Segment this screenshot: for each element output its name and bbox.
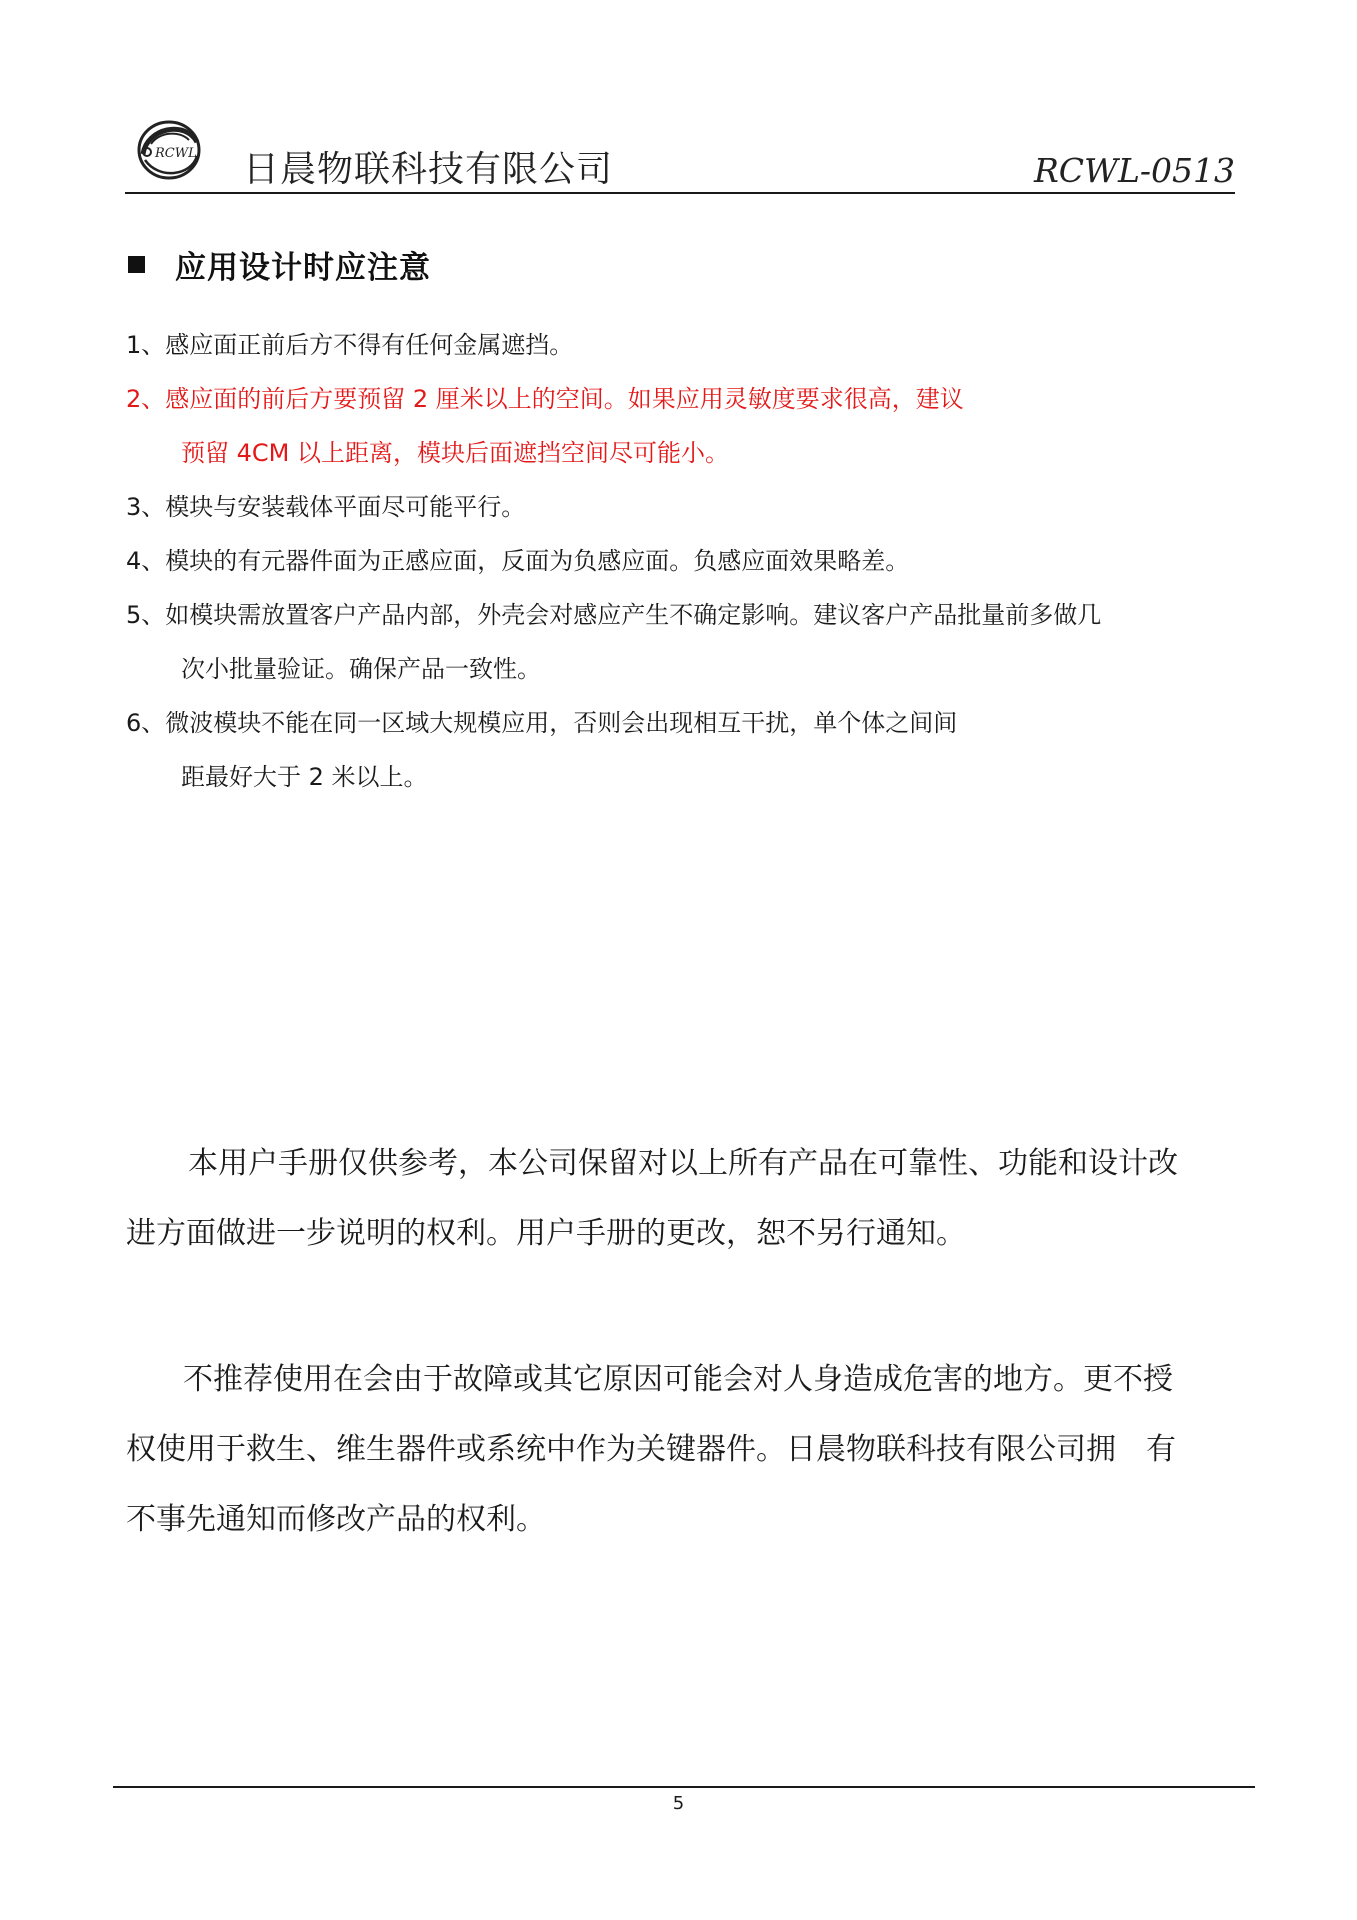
- disclaimer-p1-line-1: 本用户手册仅供参考，本公司保留对以上所有产品在可靠性、功能和设计改: [188, 1146, 1178, 1181]
- model-name: RCWL-0513: [1033, 151, 1235, 190]
- notice-item-6-line-2: 距最好大于 2 米以上。: [181, 763, 428, 791]
- notice-item-2-line-1: 2、感应面的前后方要预留 2 厘米以上的空间。如果应用灵敏度要求很高，建议: [126, 385, 964, 413]
- header-divider: [125, 192, 1235, 194]
- company-name: 日晨物联科技有限公司: [243, 149, 614, 190]
- logo-text: RCWL: [155, 146, 197, 161]
- section-title: 应用设计时应注意: [175, 249, 431, 286]
- notice-item-6-line-1: 6、微波模块不能在同一区域大规模应用，否则会出现相互干扰，单个体之间间: [126, 709, 958, 737]
- notice-item-5-line-1: 5、如模块需放置客户产品内部，外壳会对感应产生不确定影响。建议客户产品批量前多做几: [126, 601, 1102, 629]
- section-heading: [128, 244, 431, 284]
- disclaimer-p1-line-2: 进方面做进一步说明的权利。用户手册的更改，恕不另行通知。: [126, 1216, 966, 1251]
- notice-item-3: 3、模块与安装载体平面尽可能平行。: [126, 493, 526, 521]
- notice-item-4: 4、模块的有元器件面为正感应面，反面为负感应面。负感应面效果略差。: [126, 547, 910, 575]
- notice-item-2-line-2: 预留 4CM 以上距离，模块后面遮挡空间尽可能小。: [181, 439, 729, 467]
- disclaimer-p2-line-2: 权使用于救生、维生器件或系统中作为关键器件。日晨物联科技有限公司拥 有: [126, 1432, 1176, 1467]
- footer-divider: [113, 1786, 1255, 1788]
- notice-item-5-line-2: 次小批量验证。确保产品一致性。: [181, 655, 541, 683]
- disclaimer-p2-line-1: 不推荐使用在会由于故障或其它原因可能会对人身造成危害的地方。更不授: [183, 1362, 1173, 1397]
- page-number: 5: [672, 1793, 685, 1814]
- square-bullet-icon: [128, 256, 145, 273]
- company-logo: [133, 114, 203, 184]
- notice-item-1: 1、感应面正前后方不得有任何金属遮挡。: [126, 331, 574, 359]
- page-header: [125, 108, 1235, 190]
- disclaimer-p2-line-3: 不事先通知而修改产品的权利。: [126, 1502, 546, 1537]
- logo-emblem-icon: [133, 114, 203, 184]
